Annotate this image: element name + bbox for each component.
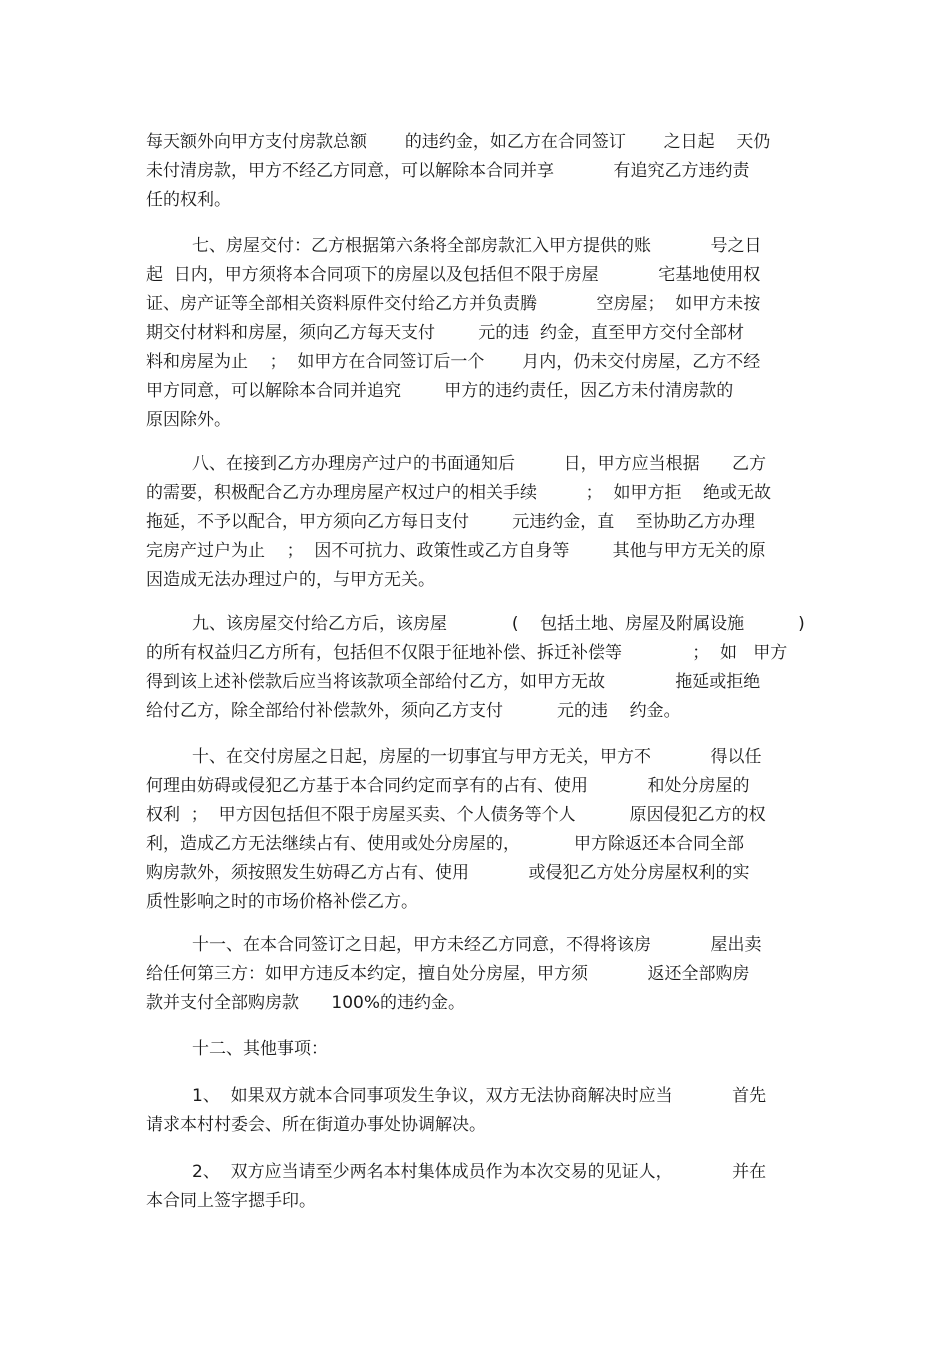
text-line: 任的权利。 [146,190,231,210]
text-line: 起 日内，甲方须将本合同项下的房屋以及包括但不限于房屋 宅基地使用权 [146,265,761,285]
text-line: 的所有权益归乙方所有，包括但不仅限于征地补偿、拆迁补偿等 ； 如 甲方 [146,643,788,663]
text-line: 得到该上述补偿款后应当将该款项全部给付乙方，如甲方无故 拖延或拒绝 [146,672,761,692]
text-line: 每天额外向甲方支付房款总额 的违约金，如乙方在合同签订 之日起 天仍 [146,132,771,152]
text-line: 质性影响之时的市场价格补偿乙方。 [146,892,418,912]
text-line: 2、 双方应当请至少两名本村集体成员作为本次交易的见证人， 并在 [192,1162,767,1182]
text-line: 九、该房屋交付给乙方后，该房屋 ( 包括土地、房屋及附属设施 ) [192,614,805,634]
text-line: 权利 ； 甲方因包括但不限于房屋买卖、个人债务等个人 原因侵犯乙方的权 [146,805,766,825]
text-line: 原因除外。 [146,410,231,430]
text-line: 拖延，不予以配合，甲方须向乙方每日支付 元违约金，直 至协助乙方办理 [146,512,755,532]
text-line: 何理由妨碍或侵犯乙方基于本合同约定而享有的占有、使用 和处分房屋的 [146,776,750,796]
text-line: 1、 如果双方就本合同事项发生争议，双方无法协商解决时应当 首先 [192,1086,767,1106]
text-line: 未付清房款，甲方不经乙方同意，可以解除本合同并享 有追究乙方违约责 [146,161,750,181]
text-line: 给任何第三方：如甲方违反本约定，擅自处分房屋，甲方须 返还全部购房 [146,964,750,984]
text-line: 十二、其他事项： [192,1039,328,1059]
text-line: 利，造成乙方无法继续占有、使用或处分房屋的， 甲方除返还本合同全部 [146,834,745,854]
text-line: 购房款外，须按照发生妨碍乙方占有、使用 或侵犯乙方处分房屋权利的实 [146,863,750,883]
text-line: 因造成无法办理过户的，与甲方无关。 [146,570,435,590]
text-line: 十一、在本合同签订之日起，甲方未经乙方同意，不得将该房 屋出卖 [192,935,762,955]
text-line: 完房产过户为止 ； 因不可抗力、政策性或乙方自身等 其他与甲方无关的原 [146,541,766,561]
text-line: 甲方同意，可以解除本合同并追究 甲方的违约责任，因乙方未付清房款的 [146,381,734,401]
text-line: 期交付材料和房屋，须向乙方每天支付 元的违 约金，直至甲方交付全部材 [146,323,745,343]
text-line: 七、房屋交付：乙方根据第六条将全部房款汇入甲方提供的账 号之日 [192,236,762,256]
text-line: 请求本村村委会、所在街道办事处协调解决。 [146,1115,486,1135]
text-line: 十、在交付房屋之日起，房屋的一切事宜与甲方无关，甲方不 得以任 [192,747,762,767]
text-line: 料和房屋为止 ； 如甲方在合同签订后一个 月内，仍未交付房屋，乙方不经 [146,352,761,372]
text-line: 本合同上签字摁手印。 [146,1191,316,1211]
text-line: 八、在接到乙方办理房产过户的书面通知后 日，甲方应当根据 乙方 [192,454,767,474]
text-line: 的需要，积极配合乙方办理房屋产权过户的相关手续 ； 如甲方拒 绝或无故 [146,483,772,503]
text-line: 证、房产证等全部相关资料原件交付给乙方并负责腾 空房屋； 如甲方未按 [146,294,761,314]
text-line: 给付乙方，除全部给付补偿款外，须向乙方支付 元的违 约金。 [146,701,681,721]
text-line: 款并支付全部购房款 100%的违约金。 [146,993,466,1013]
